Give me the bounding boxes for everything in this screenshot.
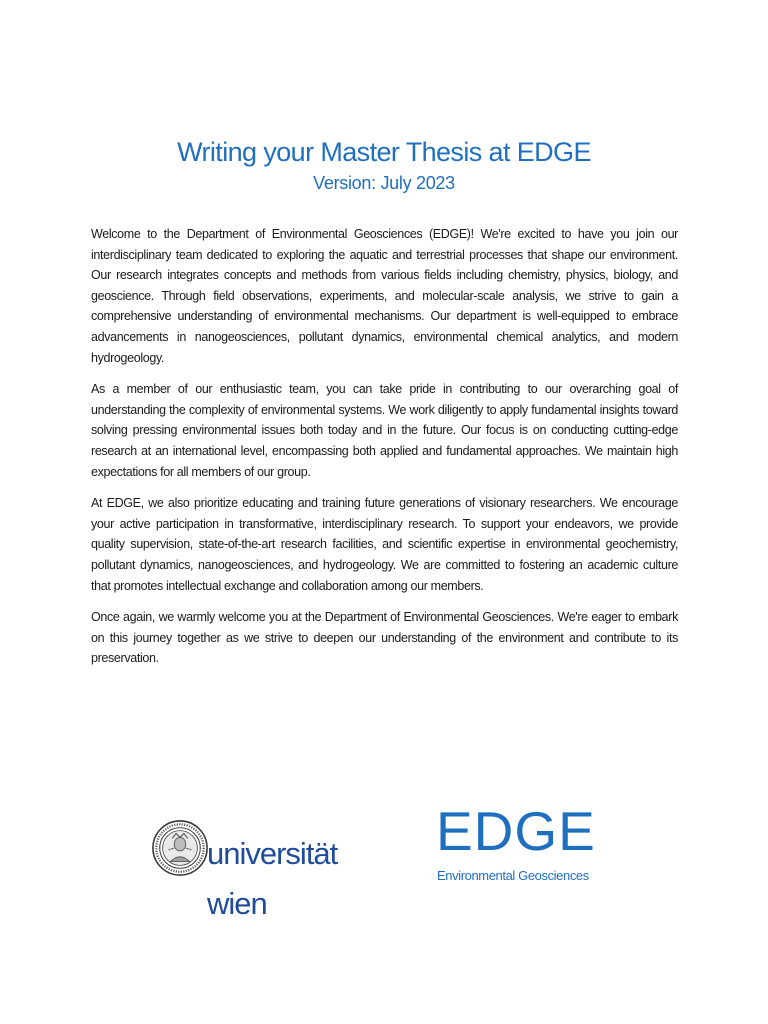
edge-logo xyxy=(436,800,636,888)
page-title: Writing your Master Thesis at EDGE xyxy=(177,137,591,167)
universitaet-wien-logo xyxy=(151,816,351,921)
edge-subtitle: Environmental Geosciences xyxy=(437,868,589,883)
version-subtitle: Version: July 2023 xyxy=(313,173,455,193)
paragraph-education: At EDGE, we also prioritize educating and training future generations of visionary researchers. We encourage your active participation in transformative, interdisciplinary research. To support your endeavors, we provide quality supervision, state-of-the-art research facilities, and scientific expertise in environmental geochemistry, pollutant dynamics, nanogeosciences, and hydrogeology. We are committed to fostering an academic culture that promotes intellectual exchange and collaboration among our members. xyxy=(91,496,678,593)
edge-wordmark: EDGE xyxy=(436,800,596,862)
paragraph-welcome: Welcome to the Department of Environmental Geosciences (EDGE)! We're excited to have you join our interdisciplinary team dedicated to exploring the aquatic and terrestrial processes that shape our environment. Our research integrates concepts and methods from various fields including chemistry, physics, biology, and geoscience. Through field observations, experiments, and molecular-scale analysis, we strive to gain a comprehensive understanding of environmental mechanisms. Our department is well-equipped to embrace advancements in nanogeosciences, pollutant dynamics, environmental chemical analytics, and modern hydrogeology. xyxy=(91,227,678,365)
logo-row xyxy=(0,800,768,921)
university-name-line2: wien xyxy=(207,886,267,921)
university-seal-icon xyxy=(151,819,209,877)
document-body xyxy=(91,224,678,680)
university-name-line1: universität xyxy=(207,836,338,871)
paragraph-team: As a member of our enthusiastic team, you can take pride in contributing to our overarching goal of understanding the complexity of environmental systems. We work diligently to apply fundamental insights toward solving pressing environmental issues both today and in the future. Our focus is on conducting cutting-edge research at an international level, encompassing both applied and fundamental approaches. We maintain high expectations for all members of our group. xyxy=(91,382,678,479)
document-header xyxy=(0,134,768,196)
universitaet-wien-wordmark xyxy=(207,816,337,941)
paragraph-closing: Once again, we warmly welcome you at the Department of Environmental Geosciences. We're eager to embark on this journey together as we strive to deepen our understanding of the environment and contribute to its preservation. xyxy=(91,610,678,666)
